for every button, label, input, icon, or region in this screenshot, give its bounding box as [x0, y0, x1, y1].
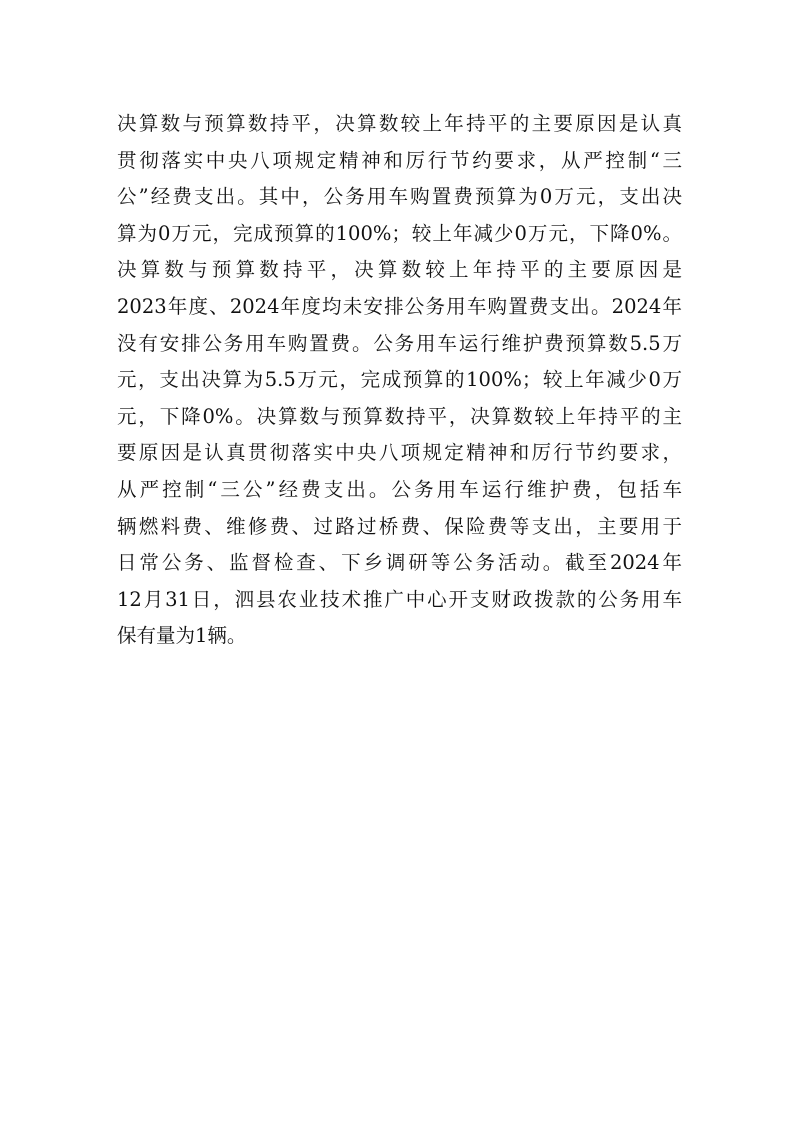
text-line: 公”经费支出。其中，公务用车购置费预算为0万元，支出决: [117, 185, 682, 209]
text-line: 2023年度、2024年度均未安排公务用车购置费支出。2024年: [117, 294, 682, 318]
text-line: 决算数与预算数持平，决算数较上年持平的主要原因是: [117, 258, 682, 282]
text-line: 决算数与预算数持平，决算数较上年持平的主要原因是认真: [117, 112, 682, 135]
text-line: 元，支出决算为5.5万元，完成预算的100%；较上年减少0万: [117, 368, 682, 392]
paragraph: [117, 106, 682, 655]
text-line: 辆燃料费、维修费、过路过桥费、保险费等支出，主要用于: [117, 514, 682, 538]
text-line: 贯彻落实中央八项规定精神和厉行节约要求，从严控制“三: [117, 148, 682, 172]
text-line: 元，下降0%。决算数与预算数持平，决算数较上年持平的主: [117, 404, 682, 428]
text-line: 日常公务、监督检查、下乡调研等公务活动。截至2024年: [117, 551, 682, 575]
text-line: 保有量为1辆。: [117, 624, 247, 648]
text-line: 没有安排公务用车购置费。公务用车运行维护费预算数5.5万: [117, 331, 682, 355]
text-line: 从严控制“三公”经费支出。公务用车运行维护费，包括车: [117, 477, 682, 501]
text-line: 要原因是认真贯彻落实中央八项规定精神和厉行节约要求，: [117, 441, 682, 465]
text-line: 12月31日，泗县农业技术推广中心开支财政拨款的公务用车: [117, 587, 682, 611]
text-line: 算为0万元，完成预算的100%；较上年减少0万元，下降0%。: [117, 221, 682, 245]
